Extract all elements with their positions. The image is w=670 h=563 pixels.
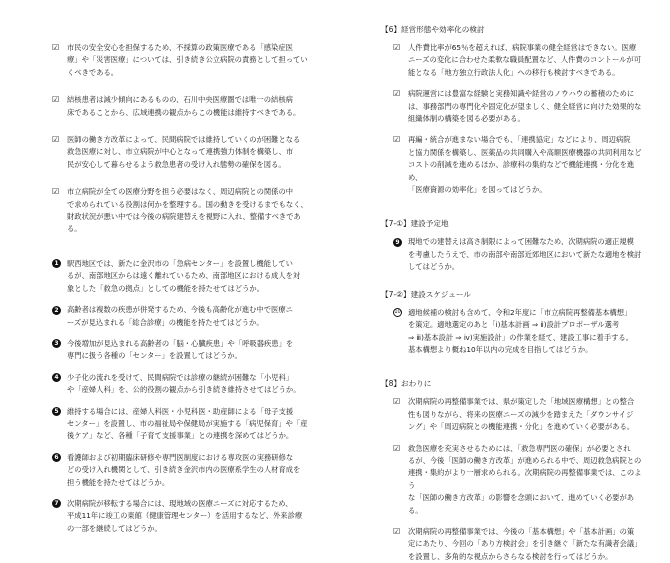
check-item-tuberculosis [52,94,314,119]
check-item-emergency-doctors [393,443,643,517]
checkbox-icon: ☑ [393,89,401,99]
item-text: 維持する場合には、産婦人科医・小児科医・助産師による「母子支援 センター」を設置し、市の福祉局や保健局が実施する「病児保育」や「産 後ケア」など、各種「子育て支援事業」との連携を深めてはどうか。 [67,406,308,441]
item-text: 駅西地区では、新たに金沢市の「急病センター」を設置し機能してい るが、南部地区からは遠く離れているため、南部地区における成人を対 象とした「救急の拠点」としての機能を持たせてはどうか。 [67,258,301,293]
item-text: 次期病院の再整備事業では、県が策定した「地域医療構想」との整合 性も図りながら、将来の医療ニーズの減少を踏まえた「ダウンサイジ ング」や「周辺病院との機能連携・分化」を進めていく必要がある。 [408,397,635,432]
numbered-item-9 [393,236,643,273]
right-column [381,24,643,563]
item-text: 高齢者は複数の疾患が併発するため、今後も高齢化が進む中で医療ニ ーズが見込まれる「総合診療」の機能を持たせてはどうか。 [67,305,293,327]
numbered-item-3 [52,338,314,363]
number-badge: 1 [52,259,61,268]
number-badge: 9 [393,238,402,247]
item-text: 救急医療を充実させるためには、「救急専門医の確保」が必要とされ るが、今後「医師の働き方改革」が進められる中で、周辺救急病院との 連携・集約がより一層求められる。次期病院の再整備事業では、このよう な「医師の働き方改革」の影響を念頭において、進めていく必要がある。 [408,443,642,515]
check-item-role [52,186,314,236]
number-badge: 2 [52,306,61,315]
item-text: 結核患者は減少傾向にあるものの、石川中央医療圏では唯一の結核病 床であることから、広域連携の観点からこの機能は維持すべきである。 [67,95,301,117]
number-badge: 7 [52,499,61,508]
numbered-item-1 [52,258,314,295]
number-badge: 5 [52,407,61,416]
item-text: 病院運営には豊富な経験と実務知識や経営のノウハウの蓄積のために は、事務部門の専門化や固定化が望ましく、健全経営に向けた効果的な 組織体制の構築を図る必要がある。 [408,89,642,124]
check-item-cooperation [393,134,643,196]
check-item-infection-disaster [52,42,314,79]
checkbox-icon: ☑ [393,443,401,453]
numbered-item-2 [52,304,314,329]
numbered-item-7 [52,498,314,535]
left-column [52,42,314,535]
checkbox-icon: ☑ [52,43,60,52]
section-heading-6: 【6】経営形態や効率化の検討 [381,25,485,34]
checkbox-icon: ☑ [52,95,60,105]
check-item-management [393,88,643,125]
number-badge: 10 [394,309,401,316]
item-text: 医師の働き方改革によって、民間病院では維持していくのが困難となる 救急医療に対し、市立病院が中心となって連携強力体制を構築し、市 民が安心して暮らせるよう救急患者の受け入れ態勢の確保を図る。 [67,135,301,169]
item-text: 次期病院の再整備事業では、今後の「基本構想」や「基本計画」の策 定にあたり、今回の「あり方検討会」を引き継ぐ「新たな有識者会議」 を設置し、多角的な視点からさらなる検討を行ってはどうか。 [408,526,642,561]
item-text: 現地での建替えは高さ制限によって困難なため、次期病院の適正規模 を考慮したうえで、市の南部や南部近郊地区において新たな適地を検討 してはどうか。 [408,237,642,272]
item-text: 少子化の流れを受けて、民間病院では診療の継続が困難な「小児科」 や「産婦人科」を、公的役割の観点から引き続き維持させてはどうか。 [67,372,301,395]
check-item-personnel-cost [393,42,643,79]
item-text: 市民の安全安心を担保するため、不採算の政策医療である「感染症医 療」や「災害医療」については、引き続き公立病院の責務として担ってい くべきである。 [67,43,308,77]
checkbox-icon: ☑ [52,135,60,145]
checkbox-icon: ☑ [393,397,401,407]
numbered-item-4 [52,372,314,397]
item-text: 今後増加が見込まれる高齢者の「脳・心臓疾患」や「呼吸器疾患」を 専門に扱う各種の「センター」を設置してはどうか。 [67,338,294,361]
checkbox-icon: ☑ [393,43,401,52]
number-badge: 4 [52,373,61,382]
numbered-item-5 [52,406,314,443]
item-text: 人件費比率が65％を超えれば、病院事業の健全経営はできない。医療 ニーズの変化に合わせた柔軟な職員配置など、人件費のコントールが可 能となる「地方独立行政法人化」への移行も検討すべきである。 [408,43,641,77]
check-item-regional-plan [393,396,643,433]
checkbox-icon: ☑ [393,526,401,536]
section-heading-7-1: 【7-①】建設予定地 [381,219,449,229]
item-text: 適地候補の検討も含めて、令和2年度に「市立病院再整備基本構想」 を策定。適地選定のあと「ⅰ)基本計画 ⇒ ⅱ)設計プロポーザル選考 ⇒ ⅲ)基本設計 ⇒ ⅳ)実施設計」の作業を経て、建設工事に着手する。 基本構想より概ね10年以内の完成を目指してはどうか。 [408,307,634,354]
section-heading-8: 【8】おわりに [381,379,432,389]
numbered-item-10 [393,307,643,357]
checkbox-icon: ☑ [393,135,401,145]
check-item-emergency [52,134,314,171]
item-text: 次期病院が移転する場合には、現地域の医療ニーズに対応するため、 平成11年に竣工の東館（健康管理センター）を活用するなど、外来診療 の一部を継続してはどうか。 [67,498,303,533]
number-badge: 3 [52,339,61,348]
item-text: 市立病院が全ての医療分野を担う必要はなく、周辺病院との関係の中 で求められている役割は何かを整理する。国の動きを受けるまでもなく、 財政状況が悪い中では今後の病院建替えを視野に入れ、整備すべきである。 [67,187,308,234]
checkbox-icon: ☑ [52,187,60,197]
check-item-expert-council [393,526,643,563]
section-heading-7-2: 【7-②】建設スケジュール [381,289,471,299]
numbered-item-6 [52,452,314,489]
item-text: 再編・統合が進まない場合でも、「連携協定」などにより、周辺病院 と協力関係を構築し、医薬品の共同購入や高額医療機器の共同利用など コストの削減を進めるほか、診療科の集約などで機能連携・分化を進め、 「医療資源の効率化」を図ってはどうか。 [408,135,642,195]
number-badge: 6 [52,453,61,462]
item-text: 看護師および初期臨床研修や専門医制度における専攻医の実務研修な どの受け入れ機関として、引き続き金沢市内の医療系学生の人材育成を 担う機能を持たせてはどうか。 [67,452,301,487]
